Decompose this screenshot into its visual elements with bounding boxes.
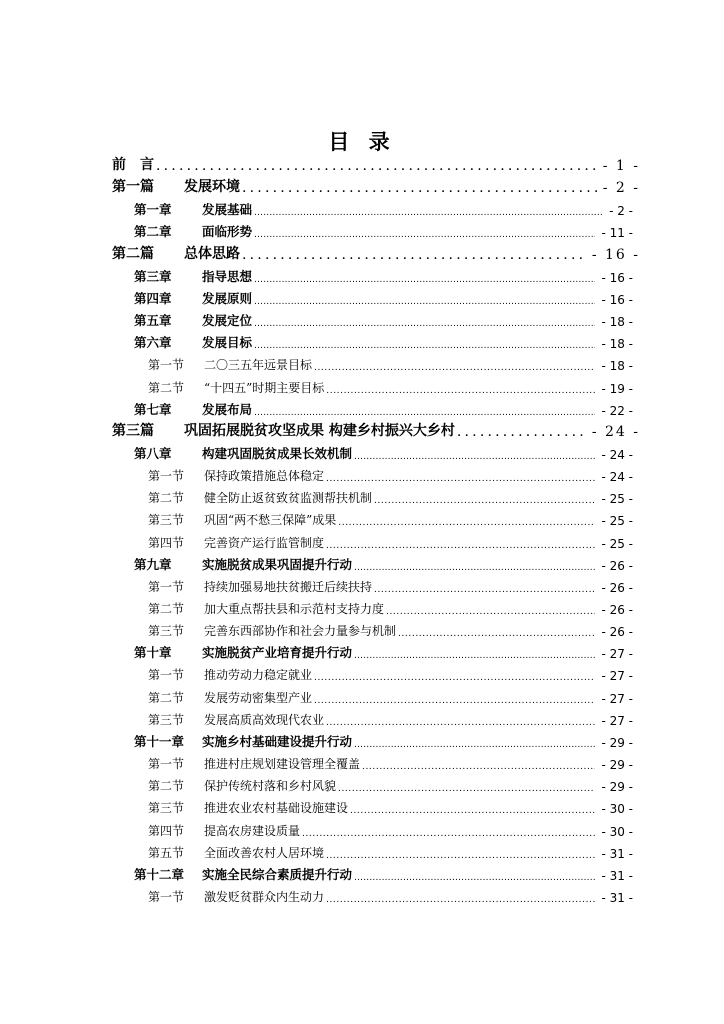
toc-entry-number: 第十二章 [134, 866, 185, 882]
toc-entry-label [148, 356, 312, 373]
toc-entry[interactable] [134, 329, 633, 351]
toc-entry[interactable] [148, 374, 633, 396]
toc-entry-title: 实施全民综合素质提升行动 [202, 866, 353, 882]
toc-entry[interactable] [148, 794, 633, 816]
toc-page-number: - 26 - [601, 625, 633, 640]
toc-entry-number: 第五节 [148, 845, 185, 860]
toc-entry-title: 健全防止返贫致贫监测帮扶机制 [204, 491, 373, 506]
toc-entry-label [148, 379, 324, 396]
toc-entry[interactable] [134, 861, 633, 883]
toc-entry-title: 发展原则 [202, 290, 253, 306]
toc-entry-number: 第一节 [148, 889, 185, 904]
toc-entry[interactable] [148, 462, 633, 484]
dot-leader [354, 651, 595, 661]
toc-entry-label [148, 489, 372, 506]
toc-entry-title: 发展基础 [202, 202, 253, 218]
dot-leader [254, 408, 595, 418]
toc-entry-label [134, 732, 352, 750]
dot-leader [354, 563, 595, 573]
dot-leader [457, 424, 586, 440]
toc-entry-label [148, 511, 336, 528]
toc-entry[interactable] [112, 418, 640, 440]
toc-entry-label [148, 755, 360, 772]
toc-entry-label [134, 643, 352, 661]
toc-entry-number: 第三篇 [112, 422, 154, 439]
toc-page-number: - 18 - [601, 337, 633, 352]
toc-entry-label [148, 534, 324, 551]
toc-entry-title: 发展目标 [202, 335, 253, 351]
toc-entry-title: 发展劳动密集型产业 [204, 690, 313, 705]
toc-entry[interactable] [134, 440, 633, 462]
toc-entry[interactable] [134, 263, 633, 285]
toc-entry-title: 保护传统村落和乡村风貌 [204, 779, 337, 794]
toc-entry-title: 巩固拓展脱贫攻坚成果 构建乡村振兴大乡村 [184, 422, 455, 439]
toc-entry[interactable] [134, 396, 633, 418]
toc-entry-label [134, 267, 252, 285]
toc-entry-title: 推进农业农村基础设施建设 [204, 801, 349, 816]
toc-entry-title: 激发贬贫群众内生动力 [204, 889, 325, 904]
toc-entry-label [148, 822, 300, 839]
toc-entry-number: 第二节 [148, 491, 185, 506]
toc-entry-title: 完善东西部协作和社会力量参与机制 [204, 624, 397, 639]
toc-entry[interactable] [148, 883, 633, 905]
toc-entry-number: 第八章 [134, 445, 172, 461]
toc-entry-number: 第一节 [148, 668, 185, 683]
toc-entry-label [148, 578, 372, 595]
dot-leader [302, 829, 595, 839]
toc-entry-title: 提高农房建设质量 [204, 823, 301, 838]
toc-page-number: - 22 - [601, 403, 633, 418]
toc-entry-title: “十四五”时期主要目标 [204, 380, 325, 395]
toc-entry-number: 第三节 [148, 624, 185, 639]
dot-leader [314, 363, 595, 373]
toc-entry[interactable] [148, 573, 633, 595]
toc-entry-number: 第二节 [148, 602, 185, 616]
toc-page-number: - 27 - [601, 691, 633, 706]
toc-entry-label [148, 467, 324, 484]
toc-entry-number: 第二篇 [112, 245, 154, 262]
toc-page-number: - 1 - [602, 158, 640, 174]
toc-page-number: - 27 - [601, 713, 633, 728]
toc-entry-label [134, 311, 252, 329]
toc-entry[interactable] [148, 617, 633, 639]
toc-entry-number: 第一节 [148, 469, 185, 484]
toc-entry-number: 第九章 [134, 556, 172, 572]
toc-entry-title: 持续加强易地扶贫搬迁后续扶持 [204, 579, 373, 594]
toc-page-number: - 26 - [601, 603, 633, 617]
toc-page-number: - 25 - [601, 536, 633, 551]
toc-entry-label [148, 622, 396, 639]
toc-entry-title: 加大重点帮扶县和示范村支持力度 [204, 602, 385, 616]
dot-leader [374, 585, 595, 595]
dot-leader [254, 341, 595, 351]
toc-entry-number: 第二章 [134, 224, 172, 240]
dot-leader [314, 696, 595, 706]
dot-leader [350, 806, 595, 816]
toc-page-number: - 25 - [601, 492, 633, 507]
dot-leader [254, 208, 603, 218]
dot-leader [338, 518, 595, 528]
toc-page-number: - 29 - [601, 780, 633, 795]
toc-entry-number: 第一章 [134, 202, 172, 218]
toc-page-number: - 16 - [601, 292, 633, 307]
dot-leader [354, 740, 595, 750]
toc-entry-number: 第四节 [148, 823, 185, 838]
dot-leader [326, 386, 595, 396]
toc-page-number: - 18 - [601, 359, 633, 374]
toc-entry[interactable] [148, 706, 633, 728]
toc-entry-number: 第三节 [148, 712, 185, 727]
toc-entry-label [148, 799, 348, 816]
dot-leader [338, 784, 595, 794]
dot-leader [242, 180, 597, 196]
toc-entry-title: 总体思路 [184, 245, 240, 262]
toc-entry-label [134, 444, 352, 462]
toc-entry-label [148, 689, 312, 706]
toc-page-number: - 27 - [601, 669, 633, 684]
toc-entry-number: 第五章 [134, 313, 172, 329]
toc-entry[interactable] [148, 750, 633, 772]
toc-entry-title: 发展布局 [202, 401, 253, 417]
toc-page-number: - 31 - [601, 868, 633, 883]
toc-entry[interactable] [148, 351, 633, 373]
toc-entry-title: 面临形势 [202, 224, 253, 240]
toc-entry-title: 实施脱贫产业培育提升行动 [202, 645, 353, 661]
toc-entry-label [112, 176, 240, 196]
toc-entry-number: 前 言 [112, 157, 154, 173]
toc-page-number: - 19 - [601, 381, 633, 396]
toc-entry-label [134, 555, 352, 573]
page-title: 目 录 [328, 130, 396, 154]
toc-entry-number: 第三节 [148, 801, 185, 816]
dot-leader [398, 629, 595, 639]
toc-entry-number: 第三节 [148, 513, 185, 528]
toc-entry-title: 发展高质高效现代农业 [204, 712, 325, 727]
dot-leader [354, 873, 595, 883]
toc-page-number: - 31 - [601, 890, 633, 905]
toc-entry[interactable] [134, 307, 633, 329]
toc-entry[interactable] [148, 839, 633, 861]
toc-entry-number: 第一篇 [112, 179, 154, 196]
toc-entry-title: 构建巩固脱贫成果长效机制 [202, 445, 353, 461]
toc-page-number: - 24 - [601, 470, 633, 485]
dot-leader [242, 247, 586, 263]
dot-leader [326, 718, 595, 728]
toc-entry-label [112, 420, 455, 440]
toc-entry-number: 第七章 [134, 401, 172, 417]
toc-entry[interactable] [148, 506, 633, 528]
toc-entry[interactable] [148, 529, 633, 551]
toc-page-number: - 29 - [601, 735, 633, 750]
toc-entry-number: 第十一章 [134, 733, 185, 749]
dot-leader [254, 297, 595, 307]
toc-entry[interactable] [134, 728, 633, 750]
dot-leader [326, 895, 595, 905]
toc-page-number: - 16 - [601, 270, 633, 285]
dot-leader [254, 275, 595, 285]
toc-entry-label [112, 154, 154, 174]
toc-entry-number: 第六章 [134, 335, 172, 351]
toc-entry-title: 巩固“两不愁三保障”成果 [204, 513, 337, 528]
dot-leader [326, 541, 595, 551]
toc-page-number: - 27 - [601, 647, 633, 662]
toc-entry-number: 第二节 [148, 690, 185, 705]
toc-page-number: - 11 - [601, 226, 633, 241]
toc-entry-title: 推进村庄规划建设管理全覆盖 [204, 757, 361, 772]
toc-entry[interactable] [148, 661, 633, 683]
toc-entry-title: 二〇三五年远景目标 [204, 358, 313, 373]
toc-entry-number: 第三章 [134, 268, 172, 284]
toc-page-number: - 29 - [601, 758, 633, 773]
dot-leader [354, 452, 595, 462]
toc-entry[interactable] [112, 241, 640, 263]
toc-entry[interactable] [148, 484, 633, 506]
toc-entry-title: 完善资产运行监管制度 [204, 535, 325, 550]
toc-entry[interactable] [134, 196, 633, 218]
toc-entry[interactable] [112, 152, 640, 174]
toc-entry-title: 指导思想 [202, 268, 253, 284]
toc-entry-label [112, 243, 240, 263]
toc-entry-label [134, 333, 252, 351]
toc-entry-title: 推动劳动力稳定就业 [204, 668, 313, 683]
toc-entry[interactable] [134, 639, 633, 661]
dot-leader [254, 319, 595, 329]
dot-leader [314, 673, 595, 683]
dot-leader [362, 762, 595, 772]
toc-page-number: - 30 - [601, 802, 633, 817]
toc-entry-label [134, 222, 252, 240]
toc-entry-label [148, 600, 384, 617]
toc-entry[interactable] [148, 817, 633, 839]
toc-entry-label [148, 844, 324, 861]
dot-leader [254, 230, 595, 240]
toc-page-number: - 2 - [609, 204, 633, 219]
dot-leader [326, 851, 595, 861]
toc-entry-number: 第一节 [148, 579, 185, 594]
toc-entry-number: 第四节 [148, 535, 185, 550]
dot-leader [374, 496, 595, 506]
toc-entry-title: 发展定位 [202, 313, 253, 329]
toc-page-number: - 31 - [601, 846, 633, 861]
toc-entry-label [134, 200, 252, 218]
toc-entry-label [148, 711, 324, 728]
toc-entry-label [148, 888, 324, 905]
toc-entry-title: 保持政策措施总体稳定 [204, 469, 325, 484]
toc-entry[interactable] [134, 551, 633, 573]
toc-entry-label [134, 400, 252, 418]
toc-page-number: - 16 - [591, 246, 640, 263]
dot-leader [326, 474, 595, 484]
toc-entry-label [134, 865, 352, 883]
toc-entry[interactable] [134, 218, 633, 240]
toc-entry[interactable] [148, 684, 633, 706]
toc-page-number: - 2 - [602, 180, 640, 197]
dot-leader [156, 158, 597, 174]
toc-entry-title: 全面改善农村人居环境 [204, 845, 325, 860]
toc-page-number: - 24 - [601, 447, 633, 462]
toc-page-number: - 26 - [601, 558, 633, 573]
toc-page-number: - 24 - [591, 423, 640, 440]
toc-entry[interactable] [148, 772, 633, 794]
toc-entry[interactable] [148, 595, 633, 617]
toc-entry-number: 第一节 [148, 358, 185, 373]
toc-entry-label [148, 666, 312, 683]
toc-entry-number: 第十章 [134, 645, 172, 661]
toc-entry[interactable] [112, 174, 640, 196]
toc-entry-number: 第二节 [148, 380, 185, 395]
toc-entry-number: 第一节 [148, 757, 185, 772]
toc-entry-title: 实施乡村基础建设提升行动 [202, 733, 353, 749]
toc-page-number: - 30 - [601, 824, 633, 839]
toc-entry[interactable] [134, 285, 633, 307]
toc-page-number: - 18 - [601, 315, 633, 330]
toc-entry-title: 实施脱贫成果巩固提升行动 [202, 556, 353, 572]
toc-entry-title: 发展环境 [184, 179, 240, 196]
toc-entry-number: 第二节 [148, 779, 185, 794]
dot-leader [386, 607, 595, 617]
toc-entry-label [134, 289, 252, 307]
toc-page-number: - 26 - [601, 580, 633, 595]
toc-page-number: - 25 - [601, 514, 633, 529]
toc-entry-label [148, 777, 336, 794]
toc-entry-number: 第四章 [134, 290, 172, 306]
